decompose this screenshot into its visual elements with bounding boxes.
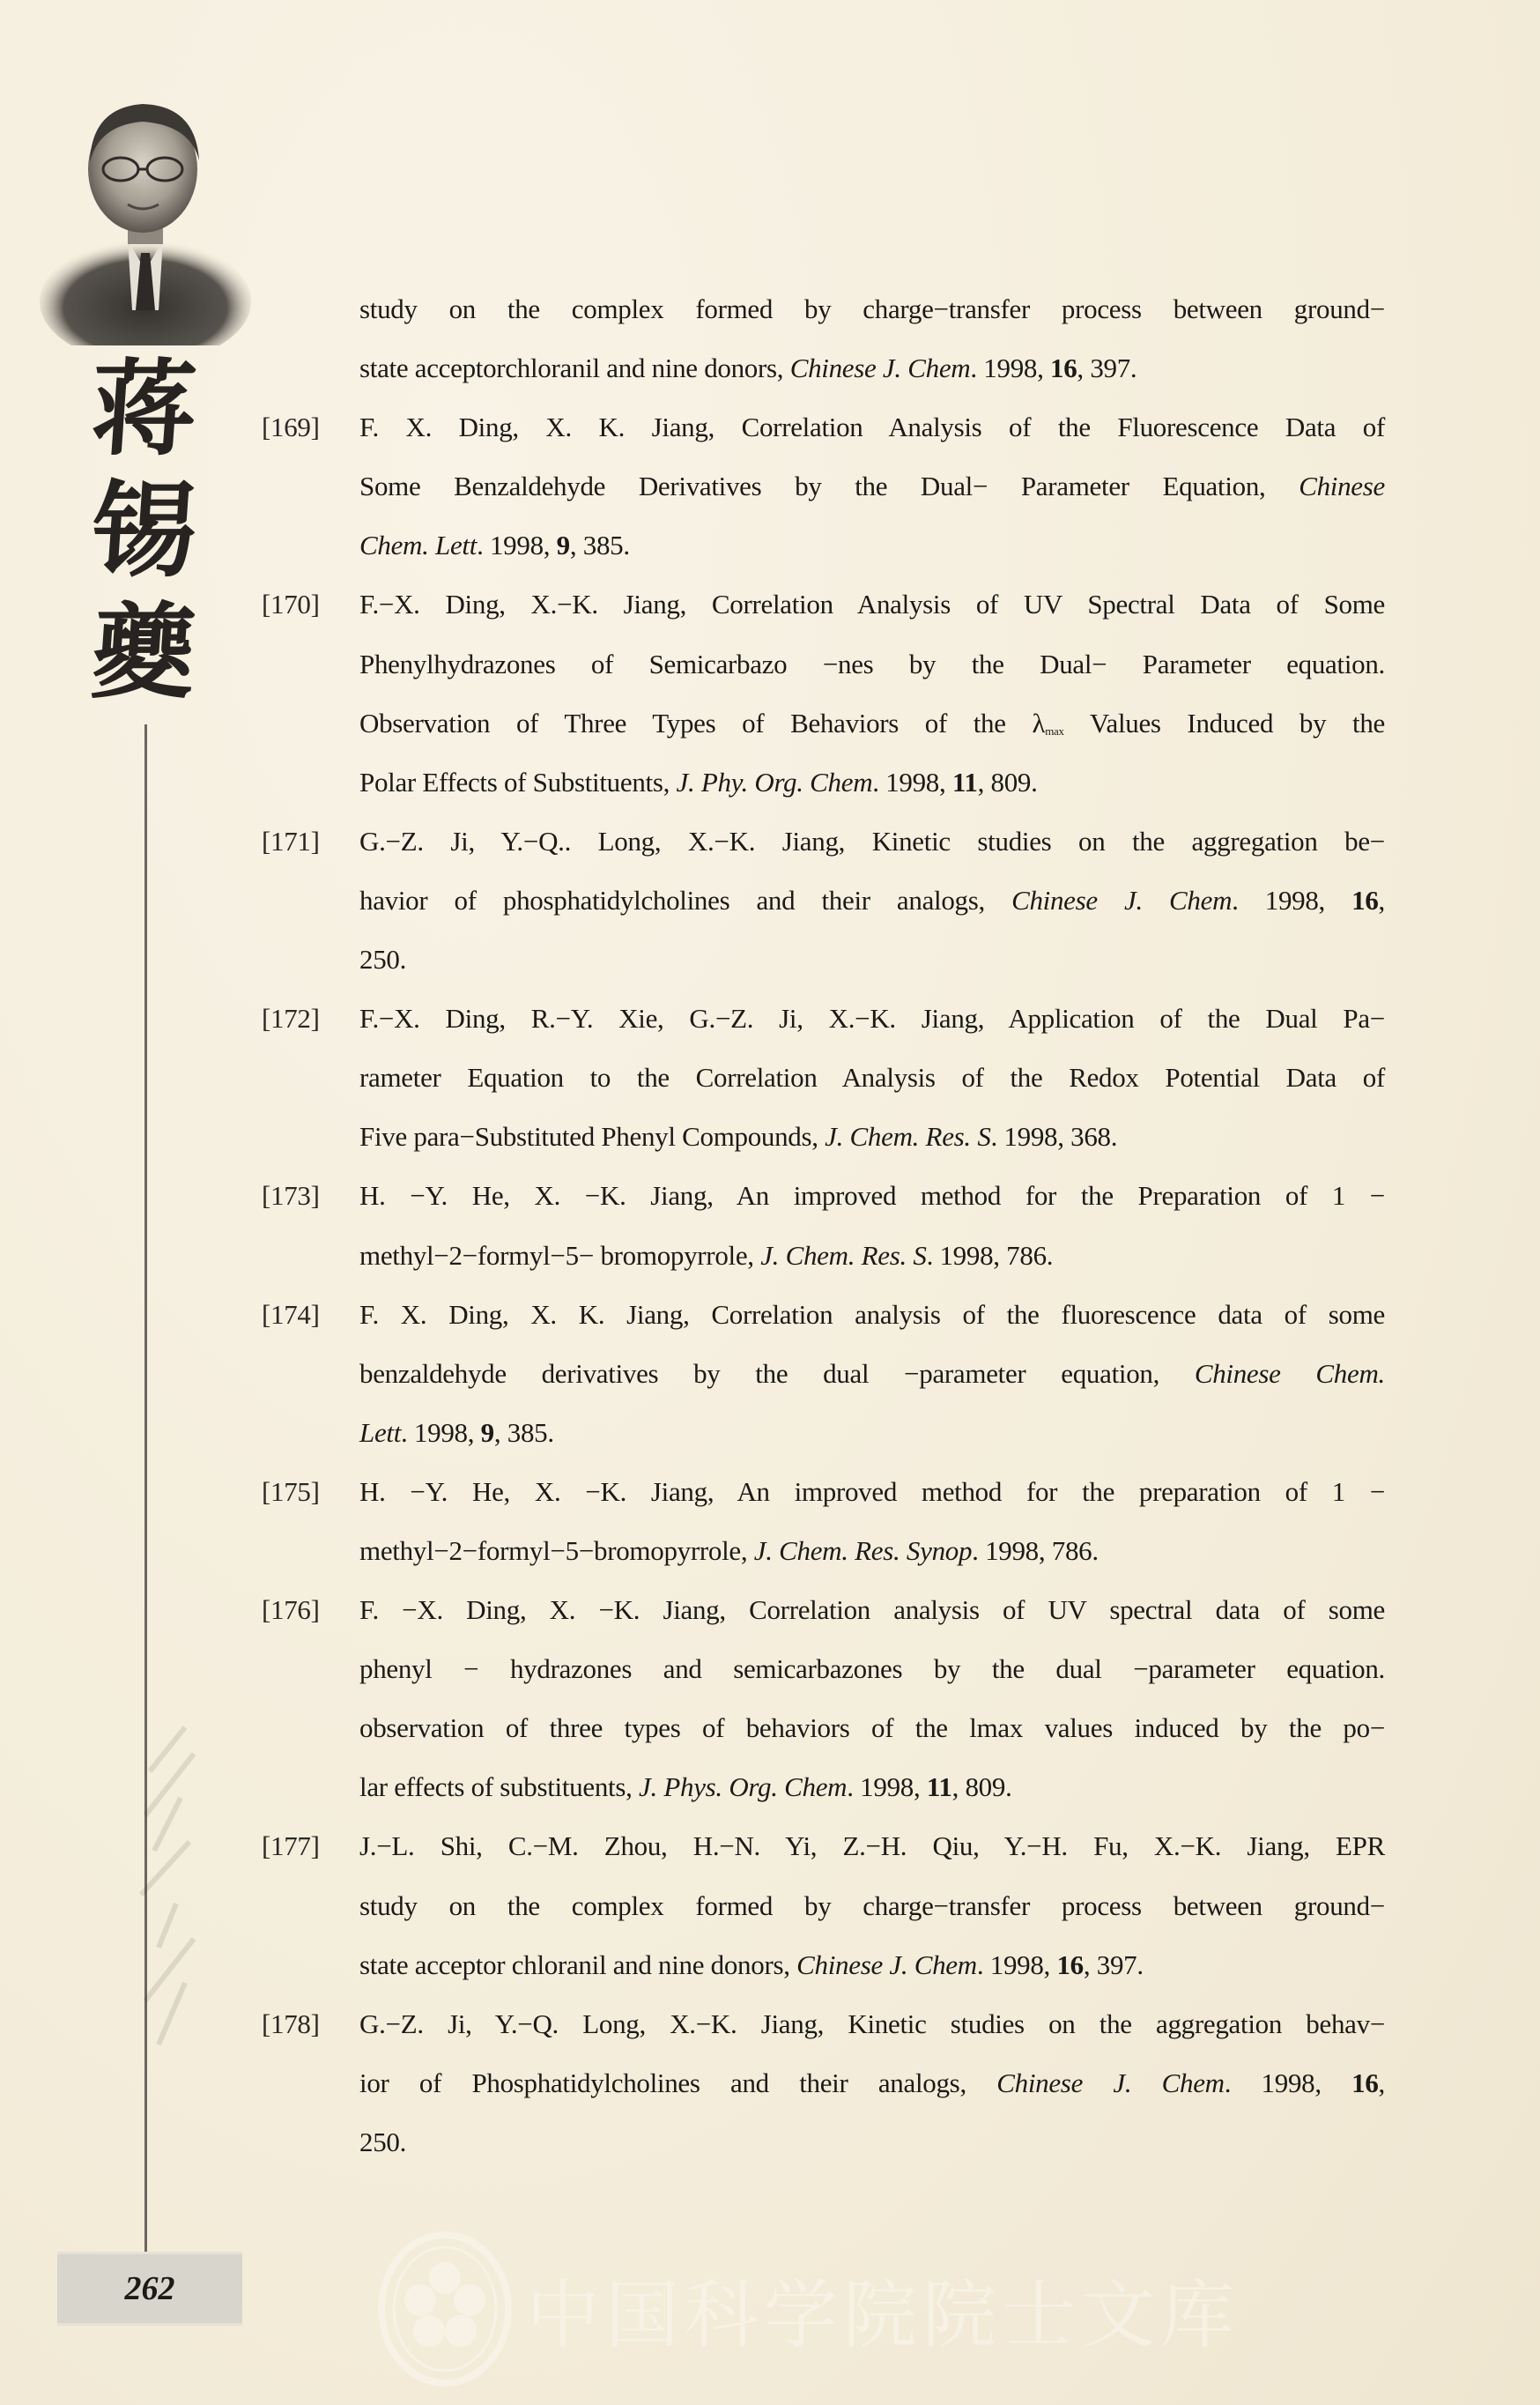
text-segment: . 1998, bbox=[847, 1771, 927, 1803]
text-segment: lar effects of substituents, bbox=[359, 1771, 640, 1803]
reference-text bbox=[359, 1757, 1385, 1816]
reference-text bbox=[359, 989, 1385, 1048]
text-segment: , 397. bbox=[1083, 1948, 1144, 1980]
reference-line bbox=[262, 279, 1385, 338]
reference-text bbox=[359, 1816, 1385, 1875]
reference-text bbox=[359, 930, 1385, 989]
reference-text bbox=[359, 871, 1385, 930]
reference-text bbox=[359, 1876, 1385, 1935]
text-segment: . 1998, bbox=[976, 1948, 1057, 1980]
reference-line bbox=[262, 1698, 1385, 1757]
watermark bbox=[374, 2230, 1255, 2388]
reference-line bbox=[262, 1876, 1385, 1935]
reference-line bbox=[262, 2053, 1385, 2112]
reference-list bbox=[262, 279, 1385, 2171]
journal-name: J. Chem. Res. Synop bbox=[753, 1534, 973, 1566]
reference-line bbox=[262, 1639, 1385, 1698]
text-segment: . 1998, bbox=[1232, 884, 1352, 916]
text-segment: observation of three types of behaviors of the lmax values induced by the po− bbox=[359, 1712, 1385, 1744]
journal-name: Chinese Chem. bbox=[1194, 1357, 1385, 1389]
text-segment: ior of Phosphatidylcholines and their analogs, bbox=[359, 2067, 997, 2098]
reference-line bbox=[262, 1285, 1385, 1344]
reference-line bbox=[262, 1344, 1385, 1403]
text-segment: , 809. bbox=[951, 1771, 1012, 1803]
reference-text bbox=[359, 1048, 1385, 1107]
journal-name: Chinese J. Chem bbox=[796, 1948, 977, 1980]
reference-text bbox=[359, 1462, 1385, 1521]
reference-text bbox=[359, 1107, 1385, 1166]
watermark-text: 中国科学院院士文库 bbox=[526, 2271, 1240, 2358]
reference-text bbox=[359, 338, 1385, 397]
text-segment: , bbox=[1378, 2067, 1385, 2098]
reference-text bbox=[359, 279, 1385, 338]
portrait-image bbox=[35, 81, 255, 345]
text-segment: F. −X. Ding, X. −K. Jiang, Correlation analysis of UV spectral data of some bbox=[359, 1594, 1385, 1626]
text-segment: havior of phosphatidylcholines and their analogs, bbox=[359, 884, 1012, 916]
reference-number: [174] bbox=[262, 1298, 320, 1330]
reference-number: [176] bbox=[262, 1594, 320, 1626]
volume-number: 11 bbox=[951, 766, 978, 798]
reference-entry bbox=[262, 812, 1385, 989]
text-segment: Five para−Substituted Phenyl Compounds, bbox=[359, 1121, 826, 1153]
reference-text bbox=[359, 2053, 1385, 2112]
reference-number: [172] bbox=[262, 1003, 320, 1035]
reference-number: [177] bbox=[262, 1830, 320, 1862]
volume-number: 16 bbox=[1351, 2067, 1379, 2098]
reference-text bbox=[359, 1226, 1385, 1285]
text-segment: F.−X. Ding, X.−K. Jiang, Correlation Analysis of UV Spectral Data of Some bbox=[359, 589, 1385, 620]
reference-number: [175] bbox=[262, 1475, 320, 1507]
reference-line bbox=[262, 1935, 1385, 1994]
academy-seal-icon bbox=[374, 2230, 515, 2388]
author-name-calligraphy bbox=[78, 348, 210, 727]
text-segment: , 397. bbox=[1077, 353, 1137, 384]
reference-number: [178] bbox=[262, 2008, 320, 2039]
text-segment: Phenylhydrazones of Semicarbazo −nes by the Dual− Parameter equation. bbox=[359, 648, 1385, 679]
author-name-char: 夔 bbox=[87, 590, 200, 713]
text-segment: J.−L. Shi, C.−M. Zhou, H.−N. Yi, Z.−H. Qiu, Y.−H. Fu, X.−K. Jiang, EPR bbox=[359, 1830, 1385, 1862]
text-segment: max bbox=[1045, 724, 1064, 738]
text-segment: 250. bbox=[359, 2126, 407, 2157]
reference-line bbox=[262, 1226, 1385, 1285]
author-name-char: 锡 bbox=[87, 469, 200, 591]
page-number-box bbox=[57, 2252, 242, 2326]
text-segment: . 1998, 786. bbox=[972, 1534, 1099, 1566]
text-segment: , 385. bbox=[493, 1416, 554, 1448]
reference-line bbox=[262, 2112, 1385, 2171]
text-segment: H. −Y. He, X. −K. Jiang, An improved method for the preparation of 1 − bbox=[359, 1475, 1385, 1507]
reference-entry bbox=[262, 575, 1385, 811]
reference-text bbox=[359, 1580, 1385, 1639]
text-segment: . 1998, bbox=[970, 353, 1051, 384]
author-portrait bbox=[35, 81, 255, 345]
journal-name: J. Chem. Res. S bbox=[825, 1121, 991, 1153]
decorative-script-icon bbox=[132, 1718, 211, 2053]
text-segment: Polar Effects of Substituents, bbox=[359, 766, 677, 798]
reference-entry bbox=[262, 1994, 1385, 2171]
reference-entry bbox=[262, 1462, 1385, 1580]
reference-line bbox=[262, 1166, 1385, 1225]
reference-text bbox=[359, 397, 1385, 457]
reference-text bbox=[359, 1285, 1385, 1344]
reference-line bbox=[262, 1580, 1385, 1639]
reference-text bbox=[359, 694, 1385, 761]
journal-name: Chinese J. Chem bbox=[1011, 884, 1233, 916]
reference-line bbox=[262, 338, 1385, 397]
reference-text bbox=[359, 1521, 1385, 1580]
text-segment: , bbox=[1378, 884, 1385, 916]
text-segment: phenyl − hydrazones and semicarbazones by the dual −parameter equation. bbox=[359, 1653, 1385, 1685]
text-segment: . 1998, bbox=[1224, 2067, 1352, 2098]
reference-line bbox=[262, 1994, 1385, 2053]
reference-line bbox=[262, 397, 1385, 457]
reference-number: [170] bbox=[262, 589, 320, 620]
text-segment: state acceptor chloranil and nine donors, bbox=[359, 1948, 797, 1980]
text-segment: Observation of Three Types of Behaviors of the λ bbox=[359, 707, 1046, 739]
reference-line bbox=[262, 635, 1385, 694]
reference-text bbox=[359, 1935, 1385, 1994]
text-segment: methyl−2−formyl−5− bromopyrrole, bbox=[359, 1239, 761, 1271]
journal-name: Chinese J. Chem bbox=[789, 353, 971, 384]
journal-name: Chem. Lett bbox=[359, 530, 478, 561]
reference-text bbox=[359, 635, 1385, 694]
page-number: 262 bbox=[124, 2270, 175, 2307]
text-segment: G.−Z. Ji, Y.−Q. Long, X.−K. Jiang, Kinetic studies on the aggregation behav− bbox=[359, 2008, 1385, 2039]
reference-entry bbox=[262, 1580, 1385, 1816]
text-segment: rameter Equation to the Correlation Analysis of the Redox Potential Data of bbox=[359, 1062, 1385, 1094]
reference-line bbox=[262, 871, 1385, 930]
reference-text bbox=[359, 575, 1385, 634]
text-segment: G.−Z. Ji, Y.−Q.. Long, X.−K. Jiang, Kinetic studies on the aggregation be− bbox=[359, 825, 1385, 857]
text-segment: , 385. bbox=[569, 530, 630, 561]
reference-entry bbox=[262, 1816, 1385, 1993]
journal-name: Chinese J. Chem bbox=[996, 2067, 1225, 2098]
journal-name: Lett bbox=[359, 1416, 402, 1448]
text-segment: F. X. Ding, X. K. Jiang, Correlation analysis of the fluorescence data of some bbox=[359, 1298, 1385, 1330]
journal-name: J. Phys. Org. Chem bbox=[639, 1771, 848, 1803]
reference-entry bbox=[262, 279, 1385, 397]
reference-number: [171] bbox=[262, 825, 320, 857]
volume-number: 16 bbox=[1050, 353, 1077, 384]
text-segment: . 1998, 368. bbox=[990, 1121, 1118, 1153]
reference-entry bbox=[262, 1166, 1385, 1284]
author-name-char: 蒋 bbox=[87, 347, 200, 470]
reference-line bbox=[262, 930, 1385, 989]
text-segment: state acceptorchloranil and nine donors, bbox=[359, 353, 790, 384]
volume-number: 9 bbox=[556, 530, 570, 561]
reference-line bbox=[262, 1403, 1385, 1462]
reference-line bbox=[262, 1816, 1385, 1875]
text-segment: , 809. bbox=[977, 766, 1038, 798]
reference-line bbox=[262, 1757, 1385, 1816]
text-segment: study on the complex formed by charge−transfer process between ground− bbox=[359, 1889, 1385, 1921]
volume-number: 16 bbox=[1351, 884, 1379, 916]
reference-line bbox=[262, 989, 1385, 1048]
reference-number: [173] bbox=[262, 1180, 320, 1212]
reference-line bbox=[262, 1521, 1385, 1580]
text-segment: F. X. Ding, X. K. Jiang, Correlation Analysis of the Fluorescence Data of bbox=[359, 412, 1385, 443]
reference-text bbox=[359, 1994, 1385, 2053]
reference-text bbox=[359, 457, 1385, 516]
reference-line bbox=[262, 753, 1385, 812]
reference-text bbox=[359, 516, 1385, 575]
reference-line bbox=[262, 575, 1385, 634]
reference-line bbox=[262, 516, 1385, 575]
reference-text bbox=[359, 2112, 1385, 2171]
text-segment: study on the complex formed by charge−transfer process between ground− bbox=[359, 293, 1385, 324]
reference-line bbox=[262, 812, 1385, 871]
reference-text bbox=[359, 1698, 1385, 1757]
text-segment: H. −Y. He, X. −K. Jiang, An improved method for the Preparation of 1 − bbox=[359, 1180, 1385, 1212]
text-segment: Some Benzaldehyde Derivatives by the Dual− Parameter Equation, bbox=[359, 471, 1299, 502]
reference-text bbox=[359, 1166, 1385, 1225]
reference-text bbox=[359, 1639, 1385, 1698]
volume-number: 9 bbox=[480, 1416, 494, 1448]
reference-line bbox=[262, 694, 1385, 753]
text-segment: 250. bbox=[359, 944, 407, 976]
reference-entry bbox=[262, 1285, 1385, 1462]
text-segment: Values Induced by the bbox=[1063, 707, 1385, 739]
journal-name: Chinese bbox=[1299, 471, 1385, 502]
journal-name: J. Chem. Res. S bbox=[760, 1239, 927, 1271]
reference-number: [169] bbox=[262, 412, 320, 443]
volume-number: 16 bbox=[1056, 1948, 1084, 1980]
reference-text bbox=[359, 1403, 1385, 1462]
journal-name: J. Phy. Org. Chem bbox=[676, 766, 873, 798]
text-segment: F.−X. Ding, R.−Y. Xie, G.−Z. Ji, X.−K. Jiang, Application of the Dual Pa− bbox=[359, 1003, 1385, 1035]
text-segment: methyl−2−formyl−5−bromopyrrole, bbox=[359, 1534, 754, 1566]
reference-line bbox=[262, 457, 1385, 516]
text-segment: . 1998, 786. bbox=[926, 1239, 1054, 1271]
reference-line bbox=[262, 1107, 1385, 1166]
reference-line bbox=[262, 1048, 1385, 1107]
reference-line bbox=[262, 1462, 1385, 1521]
text-segment: . 1998, bbox=[872, 766, 952, 798]
text-segment: . 1998, bbox=[477, 530, 557, 561]
text-segment: benzaldehyde derivatives by the dual −parameter equation, bbox=[359, 1357, 1195, 1389]
text-segment: . 1998, bbox=[401, 1416, 481, 1448]
reference-entry bbox=[262, 397, 1385, 575]
reference-text bbox=[359, 812, 1385, 871]
reference-text bbox=[359, 753, 1385, 812]
volume-number: 11 bbox=[926, 1771, 952, 1803]
reference-entry bbox=[262, 989, 1385, 1166]
reference-text bbox=[359, 1344, 1385, 1403]
